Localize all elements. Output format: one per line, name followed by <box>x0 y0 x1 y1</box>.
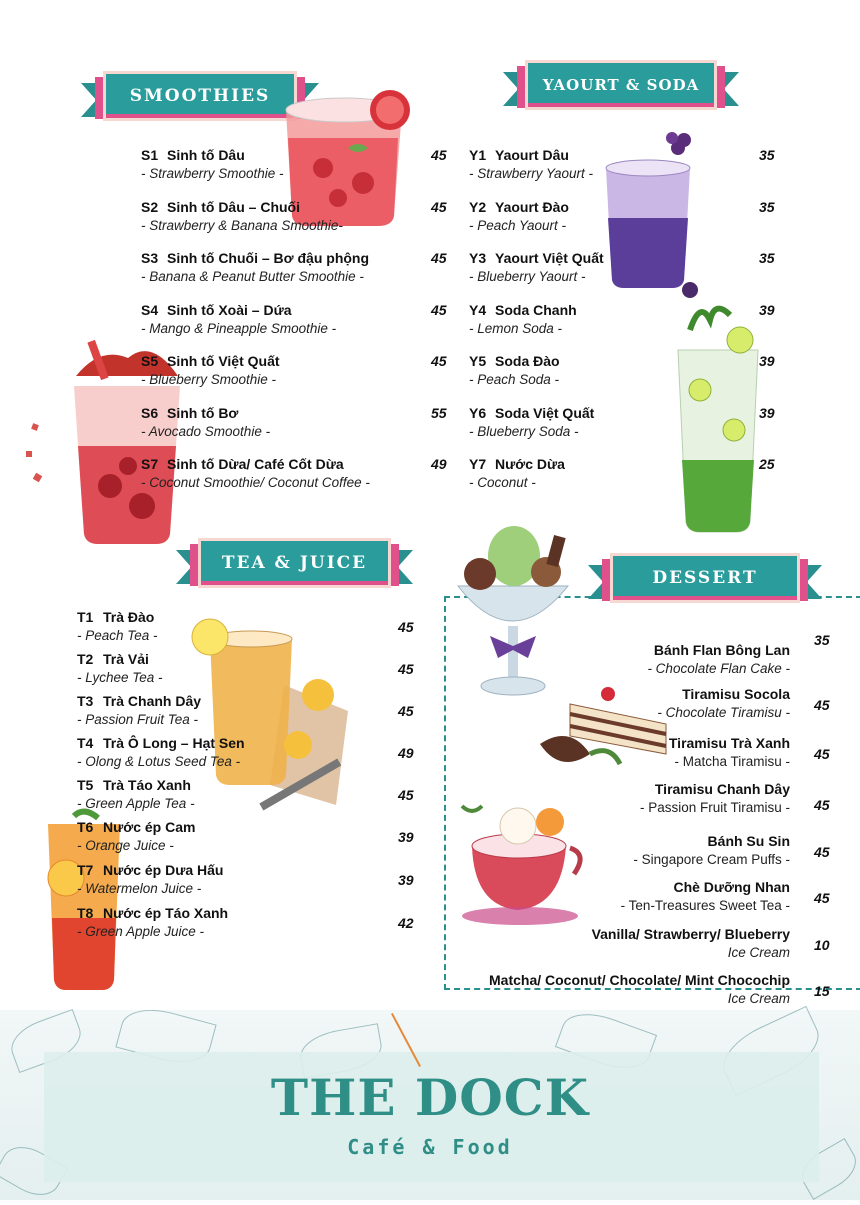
dessert-item <box>621 879 790 913</box>
dessert-item-name: Bánh Flan Bông Lan <box>653 642 790 658</box>
dessert-item-english: Ice Cream <box>727 945 790 960</box>
dessert-item-price: 45 <box>814 697 830 713</box>
dessert-item <box>640 781 790 815</box>
tea-juice-item <box>77 819 195 853</box>
tea-juice-item-name <box>77 735 245 751</box>
tea-juice-item-label: Nước ép Táo Xanh <box>103 905 229 921</box>
tea-juice-item-label: Nước ép Dưa Hấu <box>103 862 224 878</box>
dessert-banner <box>610 553 800 605</box>
tiramisu-illustration <box>540 684 672 780</box>
tea-juice-banner <box>198 538 391 590</box>
tea-juice-item-label: Trà Vải <box>103 651 149 667</box>
smoothie-item-english: - Strawberry Smoothie - <box>141 166 284 181</box>
yaourt-soda-item-name <box>469 147 593 163</box>
smoothie-item-name <box>141 353 280 369</box>
dessert-item <box>657 686 790 720</box>
smoothie-item <box>141 250 369 284</box>
lemon-soda-illustration <box>670 300 764 536</box>
tea-juice-item-price: 45 <box>398 619 414 635</box>
dessert-item-price: 45 <box>814 797 830 813</box>
yaourt-soda-item-label: Yaourt Đào <box>495 198 569 215</box>
yaourt-soda-item-english: - Peach Yaourt - <box>469 217 567 233</box>
yaourt-soda-item-label: Nước Dừa <box>495 456 565 472</box>
yaourt-soda-item-label: Soda Việt Quất <box>495 404 595 421</box>
decor-square <box>33 473 43 483</box>
smoothie-item-label: Sinh tố Bơ <box>167 404 239 421</box>
yaourt-soda-item-code: Y3 <box>469 250 487 266</box>
smoothie-item-name <box>141 199 343 215</box>
tea-juice-item-price: 45 <box>398 703 414 719</box>
yaourt-soda-item-english: - Strawberry Yaourt - <box>469 166 594 181</box>
yaourt-soda-item <box>469 405 594 439</box>
dessert-item-english: - Singapore Cream Puffs - <box>633 852 790 867</box>
tea-juice-item-code: T1 <box>77 609 94 625</box>
yaourt-soda-item-label: Soda Đào <box>495 353 560 369</box>
dessert-item-price: 45 <box>814 746 830 762</box>
smoothie-item-price: 45 <box>431 147 447 163</box>
tea-juice-item-name <box>77 651 163 667</box>
tea-juice-item-code: T8 <box>77 905 94 921</box>
dessert-item <box>647 642 790 676</box>
smoothie-item-price: 45 <box>431 301 447 318</box>
yaourt-soda-item-price: 35 <box>759 250 775 266</box>
yaourt-soda-item <box>469 147 593 181</box>
dessert-item-name: Matcha/ Coconut/ Chocolate/ Mint Chocochip <box>489 972 790 988</box>
dessert-item-english: - Chocolate Tiramisu - <box>657 705 790 720</box>
dessert-item-name: Chè Dưỡng Nhan <box>673 879 790 895</box>
tea-juice-item-english: - Orange Juice - <box>77 838 174 853</box>
yaourt-soda-item-english: - Lemon Soda - <box>469 320 563 336</box>
tea-juice-item <box>77 862 223 896</box>
yaourt-soda-item <box>469 456 565 490</box>
smoothie-item-english: - Banana & Peanut Butter Smoothie - <box>141 269 364 284</box>
tea-juice-item-english: - Green Apple Tea - <box>77 796 195 811</box>
tea-juice-item-name <box>77 819 195 835</box>
tea-juice-item-english: - Watermelon Juice - <box>77 881 202 896</box>
yaourt-soda-item-code: Y5 <box>469 353 487 369</box>
yaourt-soda-item-name <box>469 302 577 318</box>
yaourt-soda-item-name <box>469 250 604 266</box>
tea-juice-item-code: T3 <box>77 693 94 709</box>
dessert-item-english: - Chocolate Flan Cake - <box>647 661 790 676</box>
smoothie-item <box>141 353 280 387</box>
smoothie-item-english: - Coconut Smoothie/ Coconut Coffee - <box>141 475 370 490</box>
tea-juice-item <box>77 609 158 643</box>
smoothie-item-label: Sinh tố Chuối – Bơ đậu phộng <box>167 250 370 266</box>
smoothies-title: SMOOTHIES <box>129 86 271 106</box>
dessert-item <box>592 926 790 960</box>
smoothie-item-code: S3 <box>141 250 159 266</box>
yaourt-soda-item <box>469 353 560 387</box>
yaourt-soda-banner <box>525 60 717 112</box>
tea-juice-item-code: T2 <box>77 651 94 667</box>
yaourt-soda-item <box>469 250 604 284</box>
smoothie-item-label: Sinh tố Dừa/ Café Cốt Dừa <box>167 456 344 472</box>
yaourt-soda-item-label: Yaourt Dâu <box>495 147 569 163</box>
yaourt-soda-item-price: 25 <box>759 456 775 472</box>
yaourt-soda-item-english: - Blueberry Yaourt - <box>469 269 586 284</box>
smoothie-item-code: S2 <box>141 198 159 215</box>
yaourt-soda-item-price: 39 <box>759 404 775 421</box>
tea-juice-item <box>77 905 228 939</box>
dessert-item <box>489 972 790 1006</box>
dessert-item-english: - Ten-Treasures Sweet Tea - <box>620 898 790 913</box>
smoothie-item-label: Sinh tố Dâu – Chuối <box>167 198 300 215</box>
brand-logo: THE DOCK <box>270 1068 590 1127</box>
tea-juice-item-code: T5 <box>77 777 94 793</box>
smoothie-item-english: - Strawberry & Banana Smoothie- <box>141 217 343 233</box>
smoothies-banner <box>103 71 297 123</box>
smoothie-item-price: 49 <box>431 456 447 472</box>
smoothie-item-code: S1 <box>141 147 159 163</box>
yaourt-soda-item-code: Y6 <box>469 404 487 421</box>
tea-juice-item-label: Trà Chanh Dây <box>103 693 202 709</box>
tea-juice-item-name <box>77 905 228 921</box>
tea-juice-item-english: - Green Apple Juice - <box>77 924 205 939</box>
dessert-item-price: 35 <box>814 632 830 648</box>
yaourt-soda-item-english: - Blueberry Soda - <box>469 423 579 439</box>
yaourt-soda-item-english: - Coconut - <box>469 475 536 490</box>
yaourt-soda-item-code: Y2 <box>469 198 487 215</box>
blueberry-yaourt-illustration <box>598 128 698 300</box>
decor-square <box>26 451 32 457</box>
smoothie-item <box>141 456 370 490</box>
dessert-item-price: 45 <box>814 890 830 906</box>
dessert-item-price: 15 <box>814 983 830 999</box>
smoothie-item-english: - Blueberry Smoothie - <box>141 372 277 387</box>
tea-juice-item-price: 45 <box>398 661 414 677</box>
smoothie-item-label: Sinh tố Việt Quất <box>167 353 280 369</box>
tea-juice-title: TEA & JUICE <box>221 553 368 573</box>
yaourt-soda-item-code: Y4 <box>469 301 487 318</box>
tea-juice-item-name <box>77 609 158 625</box>
smoothie-item-label: Sinh tố Xoài – Dứa <box>167 301 292 318</box>
tea-juice-item-code: T4 <box>77 735 94 751</box>
decor-square <box>31 423 39 431</box>
smoothie-item-name <box>141 250 369 266</box>
tea-juice-item-name <box>77 862 223 878</box>
tea-juice-item-price: 42 <box>398 915 414 931</box>
dessert-item-name: Tiramisu Trà Xanh <box>668 735 790 751</box>
tea-juice-item-price: 49 <box>398 745 414 761</box>
smoothie-item-name <box>141 302 336 318</box>
smoothie-item-price: 45 <box>431 198 447 215</box>
tea-juice-item-english: - Lychee Tea - <box>77 670 163 685</box>
iced-tea-illustration <box>186 615 354 815</box>
smoothie-item <box>141 147 284 181</box>
dessert-title: DESSERT <box>652 568 758 588</box>
ice-cream-sundae-illustration <box>450 506 575 698</box>
smoothie-item-code: S5 <box>141 353 159 369</box>
smoothie-item-label: Sinh tố Dâu <box>167 147 245 163</box>
yaourt-soda-item-price: 39 <box>759 353 775 369</box>
tea-juice-item <box>77 693 201 727</box>
smoothie-item <box>141 199 343 233</box>
yaourt-soda-item-price: 35 <box>759 198 775 215</box>
smoothie-item-english: - Avocado Smoothie - <box>141 423 271 439</box>
smoothie-item <box>141 302 336 336</box>
tea-juice-item-price: 45 <box>398 787 414 803</box>
smoothie-item-name <box>141 405 270 421</box>
smoothie-item-price: 55 <box>431 404 447 421</box>
tea-juice-item-label: Trà Táo Xanh <box>103 777 191 793</box>
smoothie-item-price: 45 <box>431 353 447 369</box>
tea-juice-item-price: 39 <box>398 872 414 888</box>
yaourt-soda-item-code: Y1 <box>469 147 487 163</box>
smoothie-item <box>141 405 270 439</box>
dessert-item-english: - Matcha Tiramisu - <box>674 754 790 769</box>
yaourt-soda-item-name <box>469 405 594 421</box>
tea-juice-item-label: Trà Đào <box>103 609 155 625</box>
yaourt-soda-item-price: 35 <box>759 147 775 163</box>
yaourt-soda-item-code: Y7 <box>469 456 487 472</box>
tea-juice-item <box>77 777 195 811</box>
smoothie-item-code: S7 <box>141 456 159 472</box>
dessert-item-price: 10 <box>814 937 830 953</box>
yaourt-soda-item-name <box>469 199 569 215</box>
dessert-item <box>633 833 790 867</box>
tea-juice-item <box>77 735 245 769</box>
sweet-tea-cup-illustration <box>458 786 586 926</box>
smoothie-item-english: - Mango & Pineapple Smoothie - <box>141 320 337 336</box>
tea-juice-item-english: - Peach Tea - <box>77 628 158 643</box>
dessert-item-price: 45 <box>814 844 830 860</box>
smoothie-item-code: S6 <box>141 404 159 421</box>
dessert-item-name: Vanilla/ Strawberry/ Blueberry <box>591 926 790 942</box>
tea-juice-item-code: T6 <box>77 819 94 835</box>
dessert-item-english: - Passion Fruit Tiramisu - <box>639 800 790 815</box>
tea-juice-item-label: Trà Ô Long – Hạt Sen <box>103 735 245 751</box>
yaourt-soda-item <box>469 199 569 233</box>
dessert-item-name: Bánh Su Sin <box>707 833 790 849</box>
smoothie-item-price: 45 <box>431 250 447 266</box>
tea-juice-item <box>77 651 163 685</box>
yaourt-soda-item-label: Soda Chanh <box>495 301 577 318</box>
yaourt-soda-title: YAOURT & SODA <box>542 76 700 94</box>
tea-juice-item-price: 39 <box>398 829 414 845</box>
yaourt-soda-item-label: Yaourt Việt Quất <box>495 250 604 266</box>
dessert-item-name: Tiramisu Socola <box>682 686 790 702</box>
yaourt-soda-item <box>469 302 577 336</box>
brand-tagline: Café & Food <box>347 1135 513 1159</box>
smoothie-item-name <box>141 147 284 163</box>
yaourt-soda-item-name <box>469 353 560 369</box>
dessert-item-english: Ice Cream <box>727 991 790 1006</box>
yaourt-soda-item-price: 39 <box>759 301 775 318</box>
tea-juice-item-code: T7 <box>77 862 94 878</box>
dessert-item <box>669 735 790 769</box>
smoothie-item-code: S4 <box>141 301 159 318</box>
smoothie-item-name <box>141 456 370 472</box>
yaourt-soda-item-name <box>469 456 565 472</box>
tea-juice-item-name <box>77 693 201 709</box>
tea-juice-item-name <box>77 777 195 793</box>
tea-juice-item-label: Nước ép Cam <box>103 819 196 835</box>
dessert-item-name: Tiramisu Chanh Dây <box>654 781 790 797</box>
tea-juice-item-english: - Passion Fruit Tea - <box>77 712 199 727</box>
yaourt-soda-item-english: - Peach Soda - <box>469 372 560 387</box>
tea-juice-item-english: - Olong & Lotus Seed Tea - <box>77 754 241 769</box>
